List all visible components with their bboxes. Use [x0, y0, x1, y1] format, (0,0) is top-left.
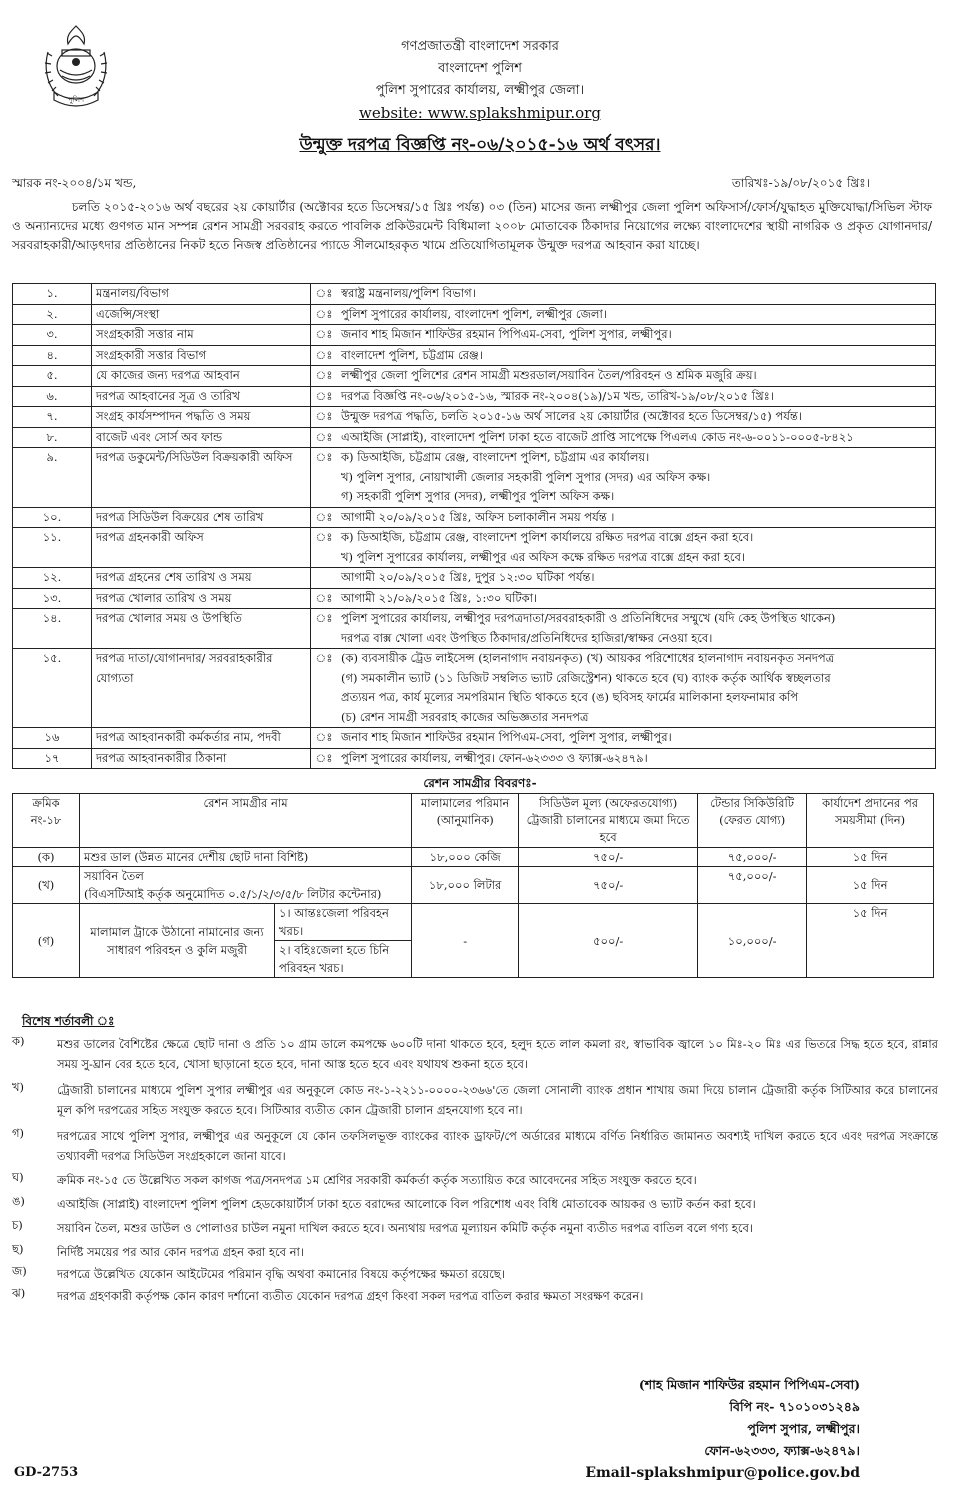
- info-number: ২.: [13, 304, 92, 325]
- info-value-line: উন্মুক্ত দরপত্র পদ্ধতি, চলতি ২০১৫-১৬ অর্থ সালের ২য় কোয়ার্টার (অক্টোবর হতে ডিসেম্বর/১৫) পর্যন্ত।: [341, 409, 802, 423]
- condition-item: [12, 1242, 938, 1262]
- info-value-line: স্বরাষ্ট্র মন্ত্রনালয়/পুলিশ বিভাগ।: [341, 286, 476, 300]
- emblem-lettering: পুলিশ: [67, 96, 85, 104]
- ration-item: [80, 867, 412, 904]
- special-conditions-list: [12, 1034, 938, 1306]
- info-number: ৫.: [13, 366, 92, 387]
- condition-text: দরপত্র গ্রহণকারী কর্তৃপক্ষ কোন কারণ দর্শানো ব্যতীত যেকোন দরপত্র গ্রহণ কিংবা সকল দরপত্র বাতিল করার ক্ষমতা সংরক্ষণ করেন।: [57, 1289, 644, 1303]
- info-number: ১৪.: [13, 609, 92, 649]
- info-value-line: বাংলাদেশ পুলিশ, চট্টগ্রাম রেঞ্জ।: [341, 347, 483, 362]
- info-value-line: প্রত্যয়ন পত্র, কার্য মূল্যের সমপরিমান স্থিতি থাকতে হবে (ঙ) ছবিসহ ফার্মের মালিকানা হলফনামার কপি: [341, 690, 799, 704]
- info-value: [337, 748, 936, 769]
- info-value-line: আগামী ২০/০৯/২০১৫ খ্রিঃ, দুপুর ১২:৩০ ঘটিকা পর্যন্ত।: [341, 570, 595, 584]
- ration-security: ৭৫,০০০/-: [698, 867, 807, 904]
- info-label: দরপত্র আহবানকারীর ঠিকানা: [92, 748, 311, 769]
- ration-table-title: রেশন সামগ্রীর বিবরণঃ-: [423, 776, 537, 790]
- ration-items-table: [12, 793, 934, 978]
- info-label: দরপত্র আহবানের সূত্র ও তারিখ: [92, 386, 311, 407]
- condition-item: [12, 1286, 938, 1306]
- info-value: [337, 345, 936, 366]
- info-row: [13, 609, 936, 649]
- signature-block: [560, 1374, 860, 1484]
- info-row: [13, 448, 936, 508]
- col-schedule-price: সিডিউল মূল্য (অফেরতযোগ্য) ট্রেজারী চালানের মাধ্যমে জমা দিতে হবে: [519, 794, 698, 848]
- info-number: ১০.: [13, 507, 92, 528]
- info-label: দরপত্র আহবানকারী কর্মকর্তার নাম, পদবী: [92, 728, 311, 749]
- condition-text: মশুর ডালের বৈশিষ্টের ক্ষেত্রে ছোট দানা ও প্রতি ১০ গ্রাম ডালে কমপক্ষে ৬০০টি দানা থাকতে হবে, হলুদ হতে লাল কমলা রং, স্বাভাবিক জ্বালে ১০ মিঃ-২০ মিঃ এর ভিতরে সিদ্ধ হতে হবে, রান্নার সময় সু-ঘ্রান বের হতে হবে, খোসা ছাড়ানো হতে হবে, দানা আস্ত হতে হবে এবং যথাযথ শুকনা হতে হবে।: [57, 1037, 938, 1071]
- ration-time: ১৫ দিন: [807, 904, 934, 978]
- info-row: [13, 748, 936, 769]
- condition-text: দরপত্রে উল্লেখিত যেকোন আইটেমের পরিমান বৃদ্ধি অথবা কমানোর বিষয়ে কর্তৃপক্ষের ক্ষমতা রয়েছে।: [57, 1267, 505, 1281]
- ration-item: মশুর ডাল (উন্নত মানের দেশীয় ছোট দানা বিশিষ্ট): [80, 848, 412, 867]
- info-label: দরপত্র গ্রহনের শেষ তারিখ ও সময়: [92, 568, 311, 589]
- info-label: সংগ্রহ কার্যসম্পাদন পদ্ধতি ও সময়: [92, 407, 311, 428]
- info-label: দরপত্র দাতা/যোগানদার/ সরবরাহকারীর যোগ্যতা: [92, 649, 311, 728]
- ration-qty: ১৮,০০০ লিটার: [412, 867, 519, 904]
- info-value-line: খ) পুলিশ সুপার, নোয়াখালী জেলার সহকারী পুলিশ সুপার (সদর) এর অফিস কক্ষ।: [341, 469, 711, 484]
- info-colon: ঃ: [311, 386, 338, 407]
- info-label: মন্ত্রনালয়/বিভাগ: [92, 284, 311, 305]
- info-row: [13, 588, 936, 609]
- info-value: [337, 407, 936, 428]
- info-row: [13, 304, 936, 325]
- info-colon: ঃ: [311, 728, 338, 749]
- info-colon: ঃ: [311, 609, 338, 649]
- info-value-line: জনাব শাহ মিজান শাফিউর রহমান পিপিএম-সেবা, পুলিশ সুপার, লক্ষ্মীপুর।: [341, 327, 672, 341]
- department-name: বাংলাদেশ পুলিশ: [438, 61, 522, 76]
- info-value-line: গ) সহকারী পুলিশ সুপার (সদর), লক্ষ্মীপুর পুলিশ অফিস কক্ষ।: [341, 489, 615, 503]
- info-colon: ঃ: [311, 345, 338, 366]
- memo-number: স্মারক নং-২০০৪/১ম খন্ড,: [12, 176, 137, 190]
- condition-item: [12, 1080, 938, 1120]
- ration-subitem-1: ১। আন্তঃজেলা পরিবহন খরচ।: [275, 904, 412, 941]
- ration-row-oil: [13, 867, 934, 904]
- signatory-designation: পুলিশ সুপার, লক্ষ্মীপুর।: [747, 1421, 860, 1436]
- info-value: [337, 427, 936, 448]
- condition-text: ট্রেজারী চালানের মাধ্যমে পুলিশ সুপার লক্ষ্মীপুর এর অনুকূলে কোড নং-১-২২১১-০০০০-২৩৬৬'তে জেলা সোনালী ব্যাংক প্রধান শাখায় জমা দিয়ে চালান ট্রেজারী কর্তৃক সিটিআর করে চালানের মূল কপি দরপত্রের সহিত সংযুক্ত করতে হবে। সিটিআর ব্যতীত কোন ট্রেজারী চালান গ্রহনযোগ্য হবে না।: [57, 1083, 938, 1117]
- info-value: [337, 386, 936, 407]
- info-colon: ঃ: [311, 748, 338, 769]
- info-row: [13, 366, 936, 387]
- info-value-line: দরপত্র বিজ্ঞপ্তি নং-০৬/২০১৫-১৬, স্মারক নং-২০০৪(১৯)/১ম খন্ড, তারিখ-১৯/০৮/২০১৫ খ্রিঃ।: [341, 388, 774, 403]
- info-colon: ঃ: [311, 325, 338, 346]
- ration-schedule: ৫০০/-: [519, 904, 698, 978]
- info-label: যে কাজের জন্য দরপত্র আহবান: [92, 366, 311, 387]
- info-value: [337, 304, 936, 325]
- condition-marker: ছ): [12, 1242, 24, 1256]
- info-colon: ঃ: [311, 588, 338, 609]
- info-number: ৯.: [13, 448, 92, 508]
- condition-marker: গ): [12, 1126, 25, 1140]
- col-serial: ক্রমিক নং-১৮: [13, 794, 80, 848]
- ration-time: ১৫ দিন: [807, 848, 934, 867]
- info-value-line: ক) ডিআইজি, চট্টগ্রাম রেঞ্জ, বাংলাদেশ পুলিশ কার্যালয়ে রক্ষিত দরপত্র বাক্সে গ্রহন করা হবে।: [341, 530, 754, 544]
- info-value-line: লক্ষ্মীপুর জেলা পুলিশের রেশন সামগ্রী মশুরডাল/সয়াবিন তৈল/পরিবহন ও শ্রমিক মজুরি ক্রয়।: [341, 368, 757, 382]
- condition-item: [12, 1218, 938, 1238]
- info-value-line: খ) পুলিশ সুপারের কার্যালয়, লক্ষ্মীপুর এর অফিস কক্ষে রক্ষিত দরপত্র বাক্সে গ্রহন করা হবে।: [341, 549, 746, 564]
- ration-row-lentil: [13, 848, 934, 867]
- condition-item: [12, 1194, 938, 1214]
- info-number: ১৬: [13, 728, 92, 749]
- signatory-email-link[interactable]: Email-splakshmipur@police.gov.bd: [585, 1465, 860, 1481]
- info-value: [337, 588, 936, 609]
- info-number: ১৩.: [13, 588, 92, 609]
- info-row: [13, 427, 936, 448]
- info-value: [337, 507, 936, 528]
- info-value-line: আগামী ২১/০৯/২০১৫ খ্রিঃ, ১:৩০ ঘটিকা।: [341, 590, 538, 605]
- condition-marker: জ): [12, 1264, 27, 1278]
- info-row: [13, 386, 936, 407]
- info-value: [337, 325, 936, 346]
- condition-text: দরপত্রের সাথে পুলিশ সুপার, লক্ষ্মীপুর এর অনুকূলে যে কোন তফসিলভূক্ত ব্যাংকের ব্যাংক ড্রাফট/পে অর্ডারের মাধ্যমে বর্ণিত নির্ধারিত জামানত অবশ্যই দাখিল করতে হবে এবং দরপত্র সংক্রান্তে তথ্যাবলী দরপত্র সিডিউল সংগ্রহকালে জানা যাবে।: [57, 1129, 938, 1163]
- condition-marker: চ): [12, 1218, 23, 1232]
- info-number: ৩.: [13, 325, 92, 346]
- info-value: [337, 568, 936, 589]
- ration-qty: ১৮,০০০ কেজি: [412, 848, 519, 867]
- condition-text: এআইজি (সাপ্লাই) বাংলাদেশ পুলিশ পুলিশ হেডকোয়ার্টার্স ঢাকা হতে বরাদ্দের আলোকে বিল পরিশোধ এবং বিধি মোতাবেক আয়কর ও ভ্যাট কর্তন করা হবে।: [57, 1197, 756, 1211]
- ration-item-detail: (বিএসটিআই কর্তৃক অনুমোদিত ০.৫/১/২/৩/৫/৮ লিটার কন্টেনার): [84, 887, 382, 901]
- info-colon: ঃ: [311, 528, 338, 568]
- ration-qty: -: [412, 904, 519, 978]
- notice-title: উন্মুক্ত দরপত্র বিজ্ঞপ্তি নং-০৬/২০১৫-১৬ অর্থ বৎসর।: [299, 135, 661, 155]
- info-row: [13, 728, 936, 749]
- col-item-name: রেশন সামগ্রীর নাম: [80, 794, 412, 848]
- ration-time: ১৫ দিন: [807, 867, 934, 904]
- signatory-name: (শাহ মিজান শাফিউর রহমান পিপিএম-সেবা): [638, 1377, 860, 1392]
- signatory-bp-number: বিপি নং- ৭১০১০৩১২৪৯: [729, 1399, 860, 1414]
- ration-schedule: ৭৫০/-: [519, 848, 698, 867]
- ration-schedule: ৭৫০/-: [519, 867, 698, 904]
- police-emblem-icon: [40, 22, 112, 108]
- info-number: ৬.: [13, 386, 92, 407]
- info-value-line: ক) ডিআইজি, চট্টগ্রাম রেঞ্জ, বাংলাদেশ পুলিশ, চট্টগ্রাম এর কার্যালয়।: [341, 450, 650, 464]
- col-delivery-time: কার্যাদেশ প্রদানের পর সময়সীমা (দিন): [807, 794, 934, 848]
- info-colon: ঃ: [311, 284, 338, 305]
- government-name: গণপ্রজাতন্ত্রী বাংলাদেশ সরকার: [401, 39, 559, 54]
- info-label: সংগ্রহকারী সত্তার নাম: [92, 325, 311, 346]
- info-row: [13, 284, 936, 305]
- info-label: এজেন্সি/সংস্থা: [92, 304, 311, 325]
- info-row: [13, 407, 936, 428]
- info-number: ৪.: [13, 345, 92, 366]
- info-value-line: এআইজি (সাপ্লাই), বাংলাদেশ পুলিশ ঢাকা হতে বাজেট প্রাপ্তি সাপেক্ষে পিএলএ কোড নং-৬-০০১১-০০০৫-৮৪২১: [341, 429, 854, 444]
- info-label: সংগ্রহকারী সত্তার বিভাগ: [92, 345, 311, 366]
- info-colon: ঃ: [311, 427, 338, 448]
- col-tender-security: টেন্ডার সিকিউরিটি (ফেরত যোগ্য): [698, 794, 807, 848]
- info-label: দরপত্র সিডিউল বিক্রয়ের শেষ তারিখ: [92, 507, 311, 528]
- info-number: ৭.: [13, 407, 92, 428]
- condition-item: [12, 1034, 938, 1074]
- info-row: [13, 528, 936, 568]
- condition-marker: ঘ): [12, 1170, 24, 1184]
- info-colon: ঃ: [311, 448, 338, 508]
- info-value: [337, 528, 936, 568]
- info-number: ১২.: [13, 568, 92, 589]
- letterhead: [240, 36, 720, 124]
- condition-item: [12, 1170, 938, 1190]
- condition-marker: ঝ): [12, 1286, 26, 1300]
- info-value-line: (ক) ব্যবসায়ীক ট্রেড লাইসেন্স (হালনাগাদ নবায়নকৃত) (খ) আয়কর পরিশোধের হালনাগাদ নবায়নকৃত সনদপত্র: [341, 651, 835, 665]
- info-value: [337, 728, 936, 749]
- notice-date: তারিখঃ-১৯/০৮/২০১৫ খ্রিঃ।: [731, 176, 870, 190]
- gd-code: GD-2753: [14, 1465, 79, 1480]
- info-value-line: পুলিশ সুপারের কার্যালয়, লক্ষ্মীপুর। ফোন-৬২৩৩৩ ও ফ্যাক্স-৬২৪৭৯।: [341, 750, 648, 765]
- info-row: [13, 325, 936, 346]
- ration-serial: (খ): [13, 867, 80, 904]
- ration-item-name: সয়াবিন তৈল: [84, 869, 144, 883]
- info-colon: ঃ: [311, 507, 338, 528]
- info-number: ১.: [13, 284, 92, 305]
- info-value-line: দরপত্র বাক্স খোলা এবং উপস্থিত ঠিকাদার/প্রতিনিধিদের হাজিরা/স্বাক্ষর নেওয়া হবে।: [341, 630, 713, 645]
- info-value-line: জনাব শাহ মিজান শাফিউর রহমান পিপিএম-সেবা, পুলিশ সুপার, লক্ষ্মীপুর।: [341, 730, 672, 744]
- ration-security: ৭৫,০০০/-: [698, 848, 807, 867]
- ration-security: ১০,০০০/-: [698, 904, 807, 978]
- info-value: [337, 366, 936, 387]
- condition-marker: খ): [12, 1080, 25, 1094]
- info-label: দরপত্র গ্রহনকারী অফিস: [92, 528, 311, 568]
- info-number: ১৫.: [13, 649, 92, 728]
- ration-subitem-2: ২। বহিঃজেলা হতে চিনি পরিবহন খরচ।: [275, 941, 412, 978]
- info-number: ১১.: [13, 528, 92, 568]
- info-colon: ঃ: [311, 304, 338, 325]
- info-colon: ঃ: [311, 407, 338, 428]
- website-link[interactable]: website: www.splakshmipur.org: [359, 104, 601, 122]
- info-colon: ঃ: [311, 366, 338, 387]
- info-row: [13, 568, 936, 589]
- info-number: ১৭: [13, 748, 92, 769]
- info-value-line: পুলিশ সুপারের কার্যালয়, বাংলাদেশ পুলিশ, লক্ষ্মীপুর জেলা।: [341, 306, 607, 321]
- info-value-line: পুলিশ সুপারের কার্যালয়, লক্ষ্মীপুর দরপত্রদাতা/সরবরাহকারী ও প্রতিনিধিদের সম্মুখে (যদি কেহ উপস্থিত থাকেন): [341, 611, 836, 625]
- info-value: [337, 284, 936, 305]
- info-value: [337, 609, 936, 649]
- condition-text: ক্রমিক নং-১৫ তে উল্লেখিত সকল কাগজ পত্র/সনদপত্র ১ম শ্রেণির সরকারী কর্মকর্তা কর্তৃক সত্যায়িত করে আবেদনের সহিত সংযুক্ত করতে হবে।: [57, 1173, 697, 1187]
- condition-text: সয়াবিন তৈল, মশুর ডাউল ও পোলাওর চাউল নমুনা দাখিল করতে হবে। অন্যথায় দরপত্র মূল্যায়ন কমিটি কর্তৃক নমুনা ব্যতীত দরপত্র বাতিল বলে গণ্য হবে।: [57, 1221, 753, 1235]
- signatory-phone: ফোন-৬২৩৩৩, ফ্যাক্স-৬২৪৭৯।: [704, 1443, 860, 1458]
- info-value: [337, 448, 936, 508]
- info-value-line: আগামী ২০/০৯/২০১৫ খ্রিঃ, অফিস চলাকালীন সময় পর্যন্ত ।: [341, 509, 615, 524]
- special-conditions-title: বিশেষ শর্তাবলী ঃ: [22, 1014, 115, 1028]
- ration-serial: (ক): [13, 848, 80, 867]
- info-value-line: (চ) রেশন সামগ্রী সরবরাহ কাজের অভিজ্ঞতার সনদপত্র: [341, 709, 589, 724]
- info-label: দরপত্র খোলার তারিখ ও সময়: [92, 588, 311, 609]
- info-value-line: (গ) সমকালীন ভ্যাট (১১ ডিজিট সম্বলিত ভ্যাট রেজিস্ট্রেশন) থাকতে হবে (ঘ) ব্যাংক কর্তৃক আর্থিক স্বচ্ছলতার: [341, 670, 831, 685]
- info-label: দরপত্র খোলার সময় ও উপস্থিতি: [92, 609, 311, 649]
- info-row: [13, 345, 936, 366]
- tender-info-table: [12, 283, 936, 769]
- info-colon: ঃ: [311, 649, 338, 728]
- info-row: [13, 649, 936, 728]
- col-quantity: মালামালের পরিমান (আনুমানিক): [412, 794, 519, 848]
- info-number: ৮.: [13, 427, 92, 448]
- ration-item: মালামাল ট্রাকে উঠানো নামানোর জন্য সাধারণ পরিবহন ও কুলি মজুরী: [80, 904, 275, 978]
- info-label: দরপত্র ডকুমেন্ট/সিডিউল বিক্রয়কারী অফিস: [92, 448, 311, 508]
- condition-item: [12, 1264, 938, 1284]
- intro-paragraph: চলতি ২০১৫-২০১৬ অর্থ বছরের ২য় কোয়ার্টার (অক্টোবর হতে ডিসেম্বর/১৫ খ্রিঃ পর্যন্ত) ০৩ (তিন) মাসের জন্য লক্ষ্মীপুর জেলা পুলিশ অফিসার্স/ফোর্স/যুদ্ধাহত মুক্তিযোদ্ধা/সিভিল স্টাফ ও অন্যান্যদের মধ্যে গুণগত মান সম্পন্ন রেশন সামগ্রী সরবরাহ করতে পাবলিক প্রকিউরমেন্ট বিধিমালা ২০০৮ মোতাবেক ঠিকাদার নিয়োগের লক্ষ্যে বাংলাদেশের স্থায়ী নাগরিক ও প্রকৃত যোগানদার/সরবরাহকারী/আড়ৎদার প্রতিষ্ঠানের নিকট হতে নিজস্ব প্রতিষ্ঠানের প্যাডে সীলমোহরকৃত খামে প্রতিযোগিতামূলক উন্মুক্ত দরপত্র আহবান করা যাচ্ছে।: [12, 200, 932, 252]
- info-row: [13, 507, 936, 528]
- info-colon: [311, 568, 338, 589]
- ration-serial: (গ): [13, 904, 80, 978]
- ration-row-transport: [13, 904, 934, 941]
- condition-marker: ক): [12, 1034, 25, 1048]
- condition-text: নির্দিষ্ট সময়ের পর আর কোন দরপত্র গ্রহন করা হবে না।: [57, 1245, 304, 1259]
- info-label: বাজেট এবং সোর্স অব ফান্ড: [92, 427, 311, 448]
- condition-item: [12, 1126, 938, 1166]
- office-name: পুলিশ সুপারের কার্যালয়, লক্ষ্মীপুর জেলা।: [375, 83, 585, 98]
- condition-marker: ঙ): [12, 1194, 25, 1208]
- info-value: [337, 649, 936, 728]
